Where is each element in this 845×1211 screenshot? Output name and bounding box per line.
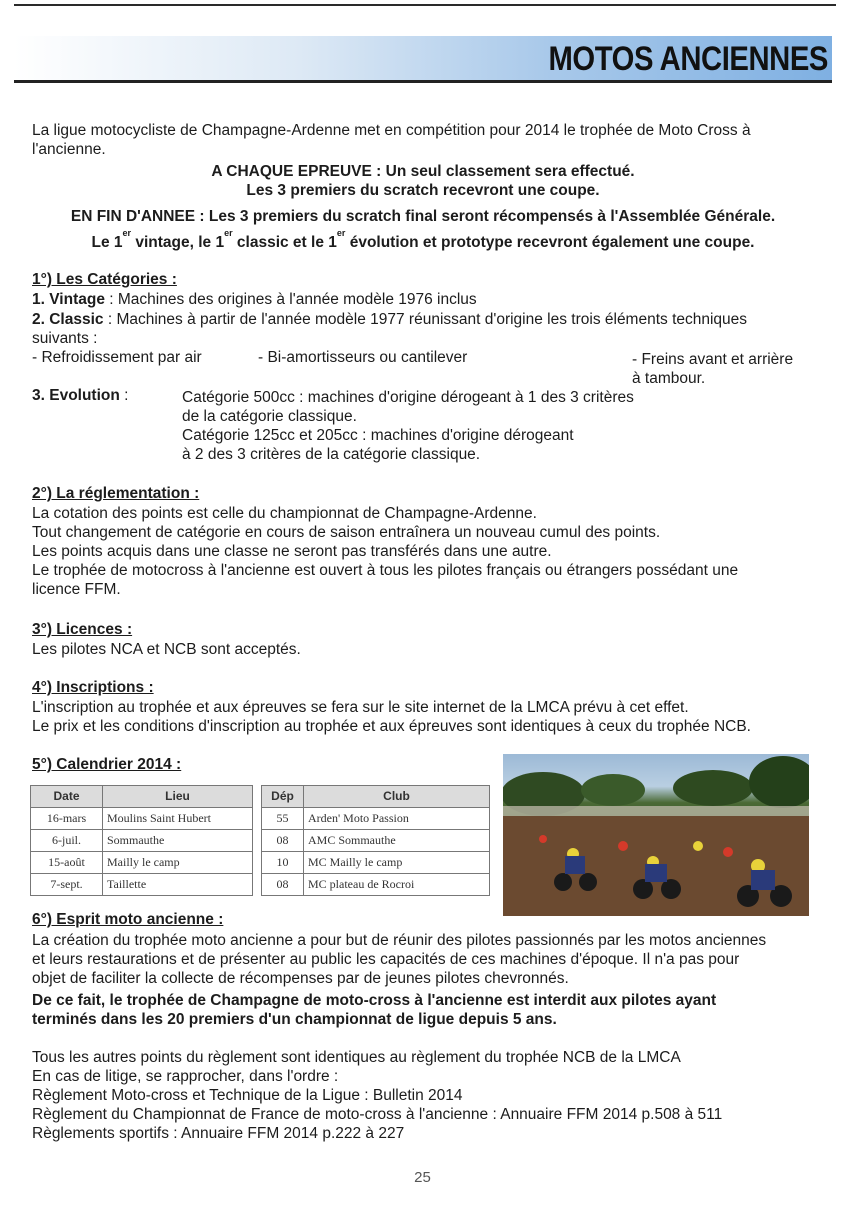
esprit-text: La création du trophée moto ancienne a pour but de réunir des pilotes passionnés par les motos anciennes et leurs restaurations et de présenter au public les capacités de ces machines d'époque. Il n'a pas pour objet de faciliter la collecte de récompenses par de jeunes pilotes chevronnés.	[32, 932, 767, 987]
category-classic: 2. Classic : Machines à partir de l'année modèle 1977 réunissant d'origine les trois éléments techniques suivants :	[32, 311, 748, 347]
cell-date: 15-août	[31, 852, 103, 874]
category-vintage: 1. Vintage : Machines des origines à l'année modèle 1976 inclus	[32, 291, 477, 308]
table-row	[31, 852, 490, 874]
table-row	[31, 874, 490, 896]
cell-lieu: Mailly le camp	[103, 852, 253, 874]
column-header-club: Club	[304, 786, 490, 808]
esprit-bold-text: De ce fait, le trophée de Champagne de moto-cross à l'ancienne est interdit aux pilotes ayant terminés dans les 20 premiers d'un championnat de ligue depuis 5 ans.	[32, 992, 717, 1028]
title-banner	[14, 36, 832, 80]
intro-text: La ligue motocycliste de Champagne-Ardenne met en compétition pour 2014 le trophée de Moto Cross à l'ancienne.	[32, 122, 751, 158]
footer-text: Tous les autres points du règlement sont identiques au règlement du trophée NCB de la LMCA En cas de litige, se rapprocher, dans l'ordre : Règlement Moto-cross et Technique de la Ligue : Bulletin 2014 Règlement du Championnat de France de moto-cross à l'ancienne : Annuaire FFM 2014 p.508 à 511 Règlements sportifs : Annuaire FFM 2014 p.222 à 227	[32, 1049, 723, 1142]
cell-date: 7-sept.	[31, 874, 103, 896]
cell-date: 6-juil.	[31, 830, 103, 852]
cell-club: MC Mailly le camp	[304, 852, 490, 874]
cell-lieu: Sommauthe	[103, 830, 253, 852]
column-header-lieu: Lieu	[103, 786, 253, 808]
section-inscriptions-heading: 4°) Inscriptions :	[32, 679, 154, 696]
column-header-date: Date	[31, 786, 103, 808]
section-categories-heading: 1°) Les Catégories :	[32, 271, 177, 288]
table-row	[31, 830, 490, 852]
inscriptions-text: L'inscription au trophée et aux épreuves se fera sur le site internet de la LMCA prévu à cet effet. Le prix et les conditions d'inscription au trophée et aux épreuves sont identiques à ceux du trophée NCB.	[32, 699, 751, 735]
cell-club: Arden' Moto Passion	[304, 808, 490, 830]
cell-dep: 08	[262, 830, 304, 852]
licences-text: Les pilotes NCA et NCB sont acceptés.	[32, 641, 301, 658]
section-reglementation-heading: 2°) La réglementation :	[32, 485, 200, 502]
page-number: 25	[414, 1169, 431, 1186]
cell-date: 16-mars	[31, 808, 103, 830]
classic-criterion-2: - Bi-amortisseurs ou cantilever	[258, 349, 468, 366]
intro-line-4: Le 1er vintage, le 1er classic et le 1er évolution et prototype recevront également une coupe.	[91, 227, 755, 251]
top-rule	[14, 4, 836, 6]
intro-line-1: A CHAQUE EPREUVE : Un seul classement sera effectué.	[211, 163, 635, 180]
motocross-race-photo	[503, 754, 809, 916]
cell-dep: 55	[262, 808, 304, 830]
cell-lieu: Taillette	[103, 874, 253, 896]
reglementation-text: La cotation des points est celle du championnat de Champagne-Ardenne. Tout changement de catégorie en cours de saison entraînera un nouveau cumul des points. Les points acquis dans une classe ne seront pas transférés dans une autre. Le trophée de motocross à l'ancienne est ouvert à tous les pilotes français ou étrangers possédant une licence FFM.	[32, 505, 739, 598]
cell-dep: 10	[262, 852, 304, 874]
calendar-header-row	[31, 786, 490, 808]
table-row	[31, 808, 490, 830]
classic-criterion-1: - Refroidissement par air	[32, 349, 202, 366]
page-title: MOTOS ANCIENNES	[548, 40, 828, 78]
intro-line-3: EN FIN D'ANNEE : Les 3 premiers du scratch final seront récompensés à l'Assemblée Générale.	[70, 208, 776, 225]
section-calendrier-heading: 5°) Calendrier 2014 :	[32, 756, 182, 773]
intro-line-2: Les 3 premiers du scratch recevront une coupe.	[246, 182, 600, 199]
category-evolution-label: 3. Evolution :	[32, 387, 129, 404]
motocross-illustration	[503, 754, 809, 916]
title-underline	[14, 80, 832, 83]
category-evolution-text: Catégorie 500cc : machines d'origine dérogeant à 1 des 3 critères de la catégorie classique. Catégorie 125cc et 205cc : machines d'origine dérogeant à 2 des 3 critères de la catégorie classique.	[182, 389, 634, 463]
column-header-dep: Dép	[262, 786, 304, 808]
cell-lieu: Moulins Saint Hubert	[103, 808, 253, 830]
cell-dep: 08	[262, 874, 304, 896]
classic-criterion-3: - Freins avant et arrière à tambour.	[632, 351, 794, 387]
cell-club: AMC Sommauthe	[304, 830, 490, 852]
cell-club: MC plateau de Rocroi	[304, 874, 490, 896]
section-esprit-heading: 6°) Esprit moto ancienne :	[32, 911, 224, 928]
section-licences-heading: 3°) Licences :	[32, 621, 133, 638]
calendar-table	[30, 785, 490, 896]
